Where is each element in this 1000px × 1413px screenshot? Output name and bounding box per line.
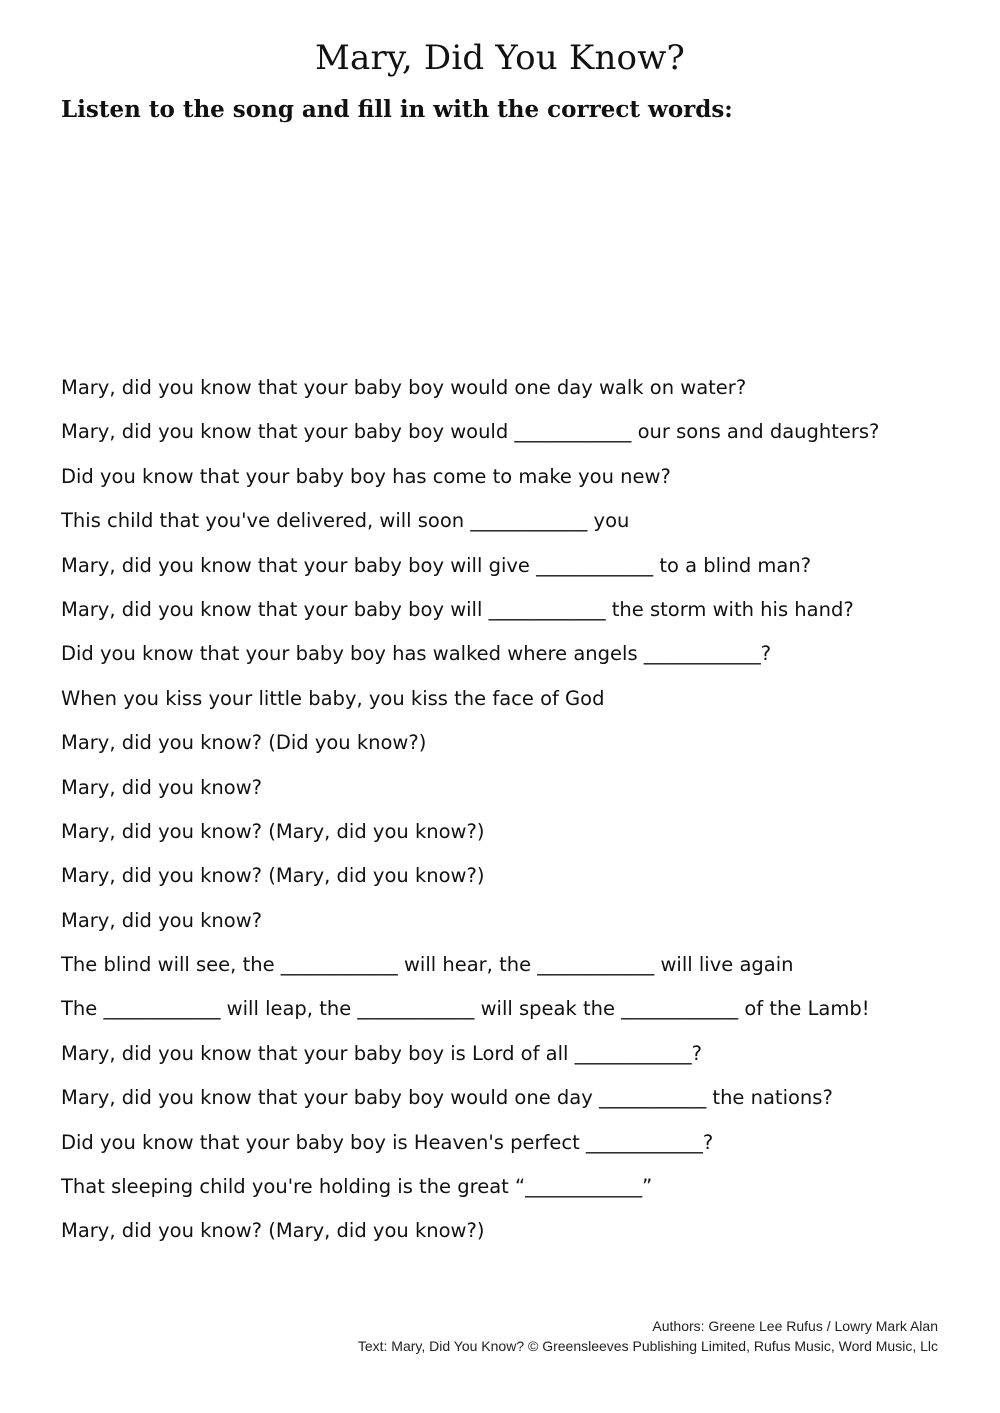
lyric-line: When you kiss your little baby, you kiss the face of God <box>61 686 605 710</box>
footer-copyright: Text: Mary, Did You Know? © Greensleeves Publishing Limited, Rufus Music, Word Music, Llc <box>357 1338 938 1354</box>
lyric-line: Mary, did you know? <box>61 908 263 932</box>
lyric-line: The blind will see, the ____________ will hear, the ____________ will live again <box>61 953 794 977</box>
lyric-line: Mary, did you know that your baby boy is Lord of all ____________? <box>61 1041 702 1065</box>
lyric-line: Did you know that your baby boy is Heaven's perfect ____________? <box>61 1130 714 1154</box>
lyric-line: Mary, did you know? (Mary, did you know?) <box>61 819 485 843</box>
lyric-line: Mary, did you know? (Mary, did you know?) <box>61 1219 485 1243</box>
lyric-line: Mary, did you know that your baby boy will give ____________ to a blind man? <box>61 553 812 577</box>
footer-credits <box>358 1316 938 1356</box>
lyrics-list <box>61 374 981 1262</box>
lyric-line: Mary, did you know? (Mary, did you know?) <box>61 864 485 888</box>
lyric-line: That sleeping child you're holding is the great “____________” <box>61 1175 653 1199</box>
lyric-line: Mary, did you know? (Did you know?) <box>61 731 427 755</box>
lyric-line: Mary, did you know that your baby boy would ____________ our sons and daughters? <box>61 420 880 444</box>
lyric-line: Mary, did you know that your baby boy would one day walk on water? <box>61 376 747 399</box>
page-title: Mary, Did You Know? <box>315 38 685 78</box>
lyric-line: This child that you've delivered, will soon ____________ you <box>61 509 630 533</box>
lyric-line: Mary, did you know that your baby boy will ____________ the storm with his hand? <box>61 597 854 621</box>
lyric-line: Did you know that your baby boy has walked where angels ____________? <box>61 642 772 666</box>
footer-authors: Authors: Greene Lee Rufus / Lowry Mark Alan <box>652 1318 938 1334</box>
lyric-line: Mary, did you know? <box>61 775 263 799</box>
lyric-line: Mary, did you know that your baby boy would one day ___________ the nations? <box>61 1086 833 1110</box>
instruction-heading: Listen to the song and fill in with the correct words: <box>61 96 733 123</box>
lyric-line: The ____________ will leap, the ____________ will speak the ____________ of the Lamb! <box>61 997 870 1021</box>
lyric-line: Did you know that your baby boy has come to make you new? <box>61 464 671 488</box>
